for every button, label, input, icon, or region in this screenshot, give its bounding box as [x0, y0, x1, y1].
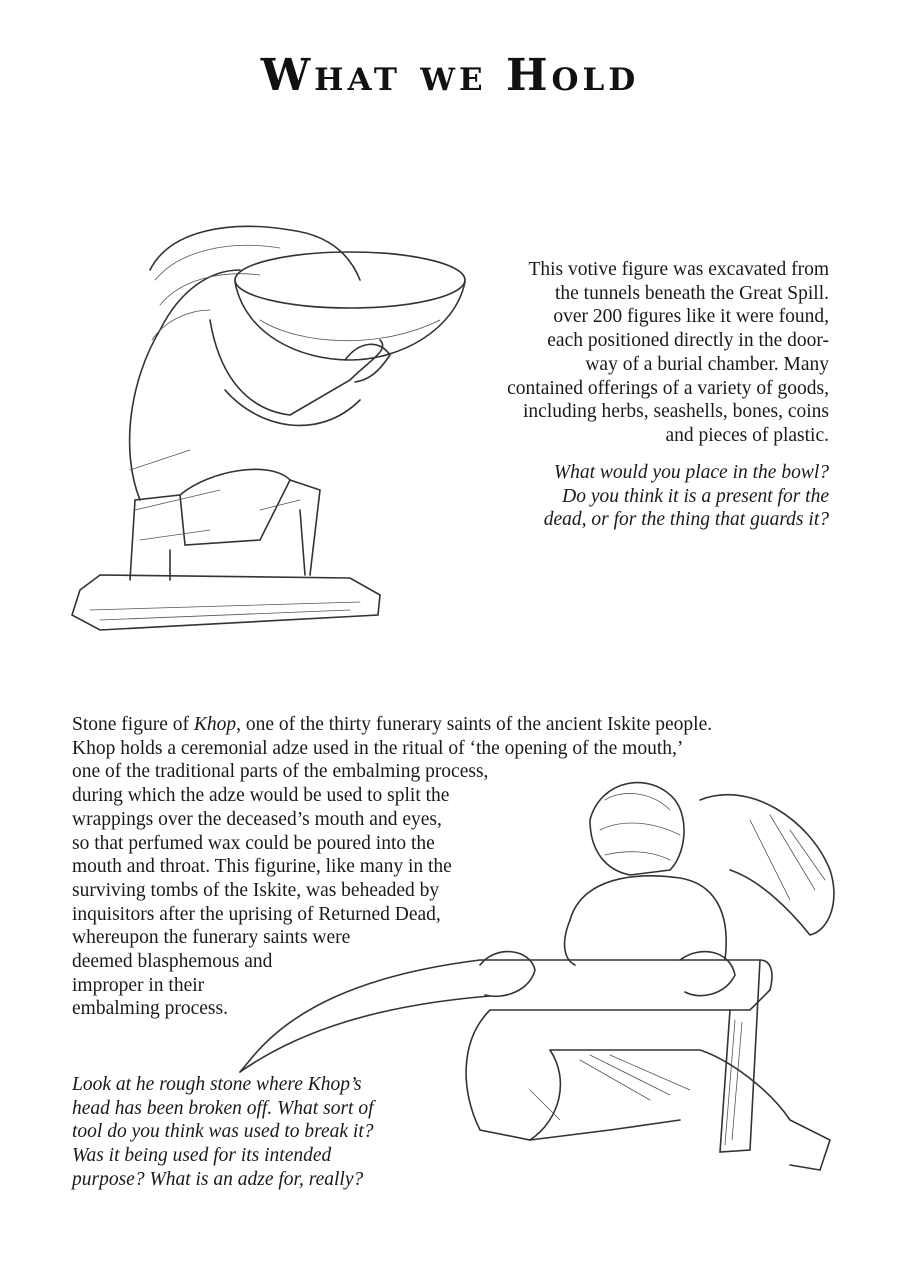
khop-description-line: Khop holds a ceremonial adze used in the ritual of ‘the opening of the mouth,’	[72, 737, 684, 759]
khop-name: Khop	[193, 714, 237, 735]
khop-line1-prefix: Stone figure of	[72, 714, 194, 735]
khop-question-line: head has been broken off. What sort of	[72, 1097, 374, 1119]
votive-figure-illustration	[60, 210, 480, 640]
votive-description-line: and pieces of plastic.	[665, 424, 829, 446]
khop-question-line: tool do you think was used to break it?	[72, 1121, 374, 1143]
votive-question-line: Do you think it is a present for the	[562, 485, 829, 507]
khop-question-line: purpose? What is an adze for, really?	[72, 1168, 364, 1190]
khop-description-line: one of the traditional parts of the embalming process,	[72, 761, 489, 783]
votive-description	[507, 258, 829, 448]
votive-description-line: over 200 figures like it were found,	[553, 306, 829, 328]
votive-description-line: way of a burial chamber. Many	[585, 353, 829, 375]
votive-question-line: What would you place in the bowl?	[553, 462, 829, 483]
votive-questions	[544, 461, 829, 532]
khop-description-line: inquisitors after the uprising of Returned Dead,	[72, 903, 441, 925]
khop-description-line: improper in their	[72, 974, 205, 996]
khop-description-line: surviving tombs of the Iskite, was beheaded by	[72, 879, 440, 901]
khop-description-line	[72, 713, 712, 737]
khop-description-line: whereupon the funerary saints were	[72, 927, 351, 949]
votive-description-line: contained offerings of a variety of goods,	[507, 377, 829, 399]
page-title: What we Hold	[260, 50, 640, 101]
votive-description-line: This votive figure was excavated from	[528, 259, 829, 280]
khop-description-line: mouth and throat. This figurine, like many in the	[72, 856, 452, 878]
khop-description-line: wrappings over the deceased’s mouth and eyes,	[72, 808, 442, 830]
khop-description-line: embalming process.	[72, 998, 228, 1020]
khop-questions	[72, 1073, 374, 1192]
khop-line1-suffix: , one of the thirty funerary saints of the ancient Iskite people.	[236, 714, 713, 735]
votive-description-line: the tunnels beneath the Great Spill.	[554, 282, 829, 304]
votive-description-line: including herbs, seashells, bones, coins	[523, 401, 829, 423]
khop-description-line: deemed blasphemous and	[72, 951, 273, 973]
khop-question-line: Was it being used for its intended	[72, 1145, 332, 1167]
votive-question-line: dead, or for the thing that guards it?	[543, 509, 829, 531]
khop-description	[72, 713, 712, 1021]
khop-question-line: Look at he rough stone where Khop’s	[72, 1074, 362, 1095]
khop-description-line: so that perfumed wax could be poured into the	[72, 832, 435, 854]
votive-description-line: each positioned directly in the door-	[547, 330, 829, 352]
khop-description-line: during which the adze would be used to split the	[72, 785, 450, 807]
